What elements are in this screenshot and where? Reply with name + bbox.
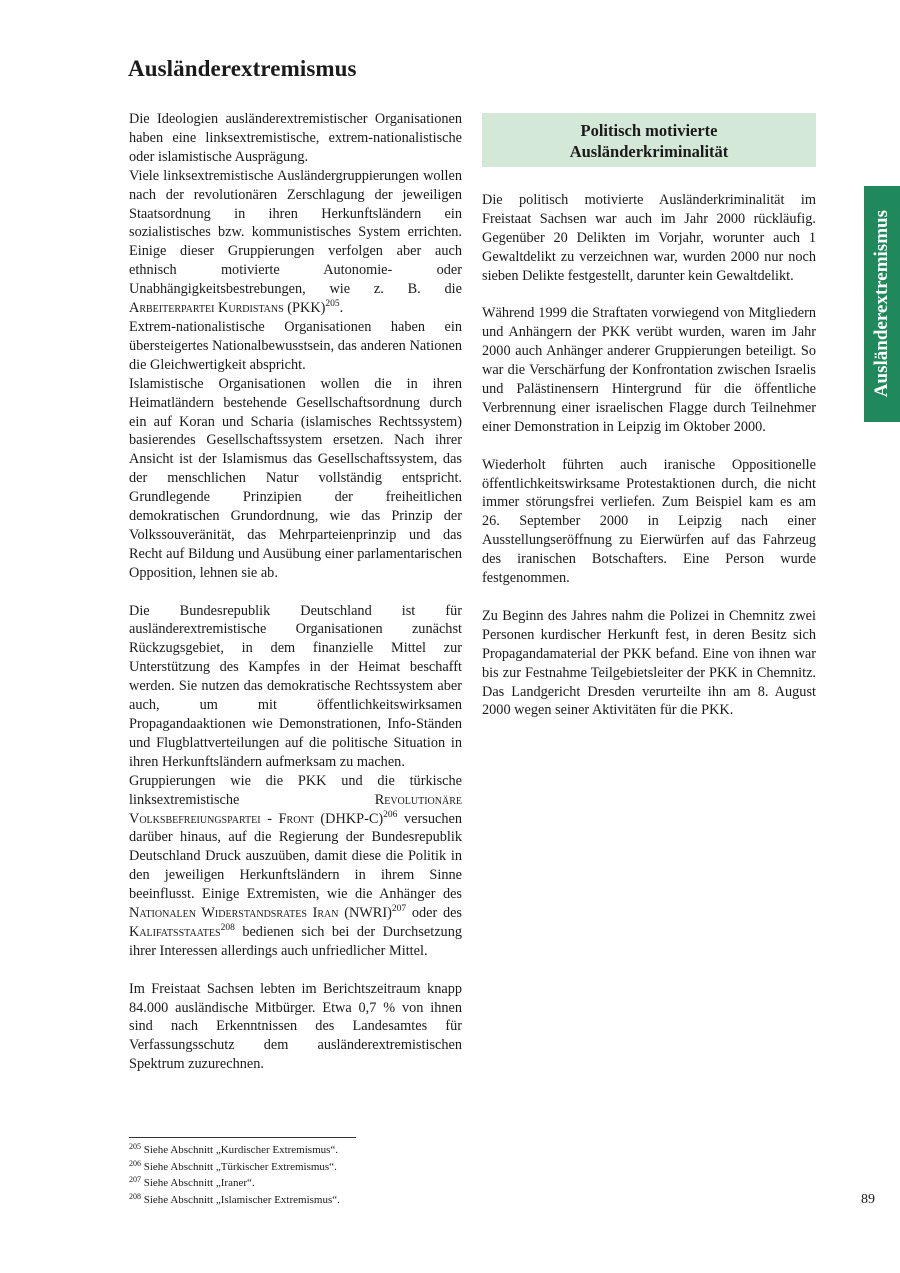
footnote-divider [129,1137,356,1138]
footnote-208 [129,1192,529,1209]
footnote-text: Siehe Abschnitt „Islamischer Extremismus“. [143,1193,340,1206]
paragraph-text: Viele linksextremistische Ausländergruppierungen wollen nach der revolutionären Zerschlagung der jeweiligen Staatsordnung in ihren Herkunftsländern ein sozialistisches bzw. kommunistisches System errichten. Einige dieser Gruppierungen verfolgen aber auch ethnisch motivierte Autonomie- oder Unabhängigkeitsbestrebungen, wie z. B. die [129,167,462,298]
paragraph-chemnitz-arrest: Zu Beginn des Jahres nahm die Polizei in Chemnitz zwei Personen kurdischer Herkunft fest, in deren Besitz sich Propagandamaterial der PKK befand. Eine von ihnen war bis zur Festnahme Teilgebietsleiter der PKK in Chemnitz. Das Landgericht Dresden verurteilte ihn am 8. August 2000 wegen seiner Aktivitäten für die PKK. [482,607,816,719]
org-abbr-nwri: (NWRI) [344,905,392,922]
section-heading-box [482,113,816,167]
paragraph-text: Gruppierungen wie die PKK und die türkische linksextremistische [129,772,462,808]
footnote-number: 207 [129,1175,141,1184]
footnote-ref-208: 208 [220,922,235,933]
left-column [129,110,462,1074]
paragraph-text: versuchen darüber hinaus, auf die Regierung der Bundesrepublik Deutschland Druck auszuüben, damit diese die Politik in den jeweiligen Herkunftsländern in ihrem Sinne beeinflusst. Einige Extremisten, wie die Anhänger des [129,810,462,903]
paragraph-pressure [129,772,462,961]
footnote-number: 206 [129,1158,141,1168]
footnote-text: Siehe Abschnitt „Iraner“. [143,1177,255,1189]
footnotes [129,1142,529,1208]
org-name-dhkpc: Revolutionäre Volksbefreiungspartei - Front [129,791,462,827]
paragraph-end: . [339,300,344,317]
footnote-number: 208 [129,1191,141,1201]
page-number: 89 [861,1192,875,1207]
footnote-number: 205 [129,1142,141,1151]
paragraph-text: bedienen sich bei der Durchsetzung ihrer Interessen allerdings auch unfriedlicher Mittel. [129,923,462,959]
right-column [482,113,816,720]
footnote-ref-207: 207 [391,904,407,915]
footnote-ref-205: 205 [325,299,340,310]
paragraph-text: oder des [411,905,462,922]
footnote-207 [129,1175,529,1192]
paragraph-retreat-area: Die Bundesrepublik Deutschland ist für ausländerextremistische Organisationen zunächst Rückzugsgebiet, in dem finanzielle Mittel zur Unterstützung des Kampfes in der Heimat beschafft werden. Sie nutzen das demokratische Rechtssystem aber auch, um mit öffentlichkeitswirksamen Propagandaaktionen wie Demonstrationen, Info-Ständen und Flugblattverteilungen auf die politische Situation in ihren Herkunftsländern aufmerksam zu machen. [129,602,462,770]
section-heading-line2: Ausländerkriminalität [569,142,729,161]
footnote-205 [129,1142,529,1159]
section-heading-line1: Politisch motivierte [580,121,718,140]
paragraph-iranian-protests: Wiederholt führten auch iranische Oppositionelle öffentlichkeitswirksame Protestaktionen durch, die nicht immer störungsfrei verliefen. Zum Beispiel kam es am 26. September 2000 in Leipzig nach einer Ausstellungseröffnung zu Eierwürfen auf das Fahrzeug des iranischen Botschafters. Eine Person wurde festgenommen. [482,456,816,587]
paragraph-crime-decline: Die politisch motivierte Ausländerkriminalität im Freistaat Sachsen war auch im Jahr 2000 rückläufig. Gegenüber 20 Delikten im Vorjahr, worunter auch 1 Gewaltdelikt zu verzeichnen war, wurden 2000 nur noch sieben Delikte festgestellt, darunter kein Gewaltdelikt. [482,192,816,284]
page-title: Ausländerextremismus [128,56,357,81]
footnote-text: Siehe Abschnitt „Kurdischer Extremismus“. [143,1144,339,1156]
org-name-pkk: Arbeiterpartei Kurdistans [129,300,284,317]
paragraph-nationalist: Extrem-nationalistische Organisationen haben ein übersteigertes Nationalbewusstsein, das anderen Nationen die Gleichwertigkeit abspricht. [129,318,462,373]
chapter-side-tab [864,186,900,422]
paragraph-left-extremist [129,167,462,318]
footnote-ref-206: 206 [383,809,398,820]
footnote-206 [129,1159,529,1176]
footnote-text: Siehe Abschnitt „Türkischer Extremismus“. [143,1160,337,1173]
org-name-kalifatsstaat: Kalifatsstaates [129,923,221,940]
org-abbr-pkk: (PKK) [287,300,326,317]
paragraph-pkk-offences: Während 1999 die Straftaten vorwiegend von Mitgliedern und Anhängern der PKK verübt wurden, waren im Jahr 2000 auch Anhänger anderer Gruppierungen beteiligt. So war die Verschärfung der Konfrontation zwischen Israelis und Palästinensern Hintergrund für die öffentliche Verbrennung einer israelischen Flagge durch Teilnehmer einer Demonstration in Leipzig im Oktober 2000. [482,305,816,435]
paragraph-saxony-stats: Im Freistaat Sachsen lebten im Berichtszeitraum knapp 84.000 ausländische Mitbürger. Etwa 0,7 % von ihnen sind nach Erkenntnissen des Landesamtes für Verfassungsschutz dem ausländerextremistischen Spektrum zuzurechnen. [129,980,462,1073]
org-abbr-dhkpc: (DHKP-C) [320,810,384,827]
chapter-side-tab-label: Ausländerextremismus [871,210,892,398]
org-name-nwri: Nationalen Widerstandsrates Iran [129,905,339,922]
paragraph-islamist: Islamistische Organisationen wollen die in ihren Heimatländern bestehende Gesellschaftsordnung durch ein auf Koran und Scharia (islamisches Rechtssystem) basierendes Gesellschaftssystem ersetzen. Nach ihrer Ansicht ist der Islamismus das Gesellschaftssystem, das der menschlichen Natur vollständig entspricht. Grundlegende Prinzipien der freiheitlichen demokratischen Grundordnung, wie das Prinzip der Volkssouveränität, das Mehrparteienprinzip und das Recht auf Bildung und Ausübung einer parlamentarischen Opposition, lehnen sie ab. [129,375,462,581]
paragraph-ideologies: Die Ideologien ausländerextremistischer Organisationen haben eine linksextremistische, extrem-nationalistische oder islamistische Ausprägung. [129,111,462,165]
